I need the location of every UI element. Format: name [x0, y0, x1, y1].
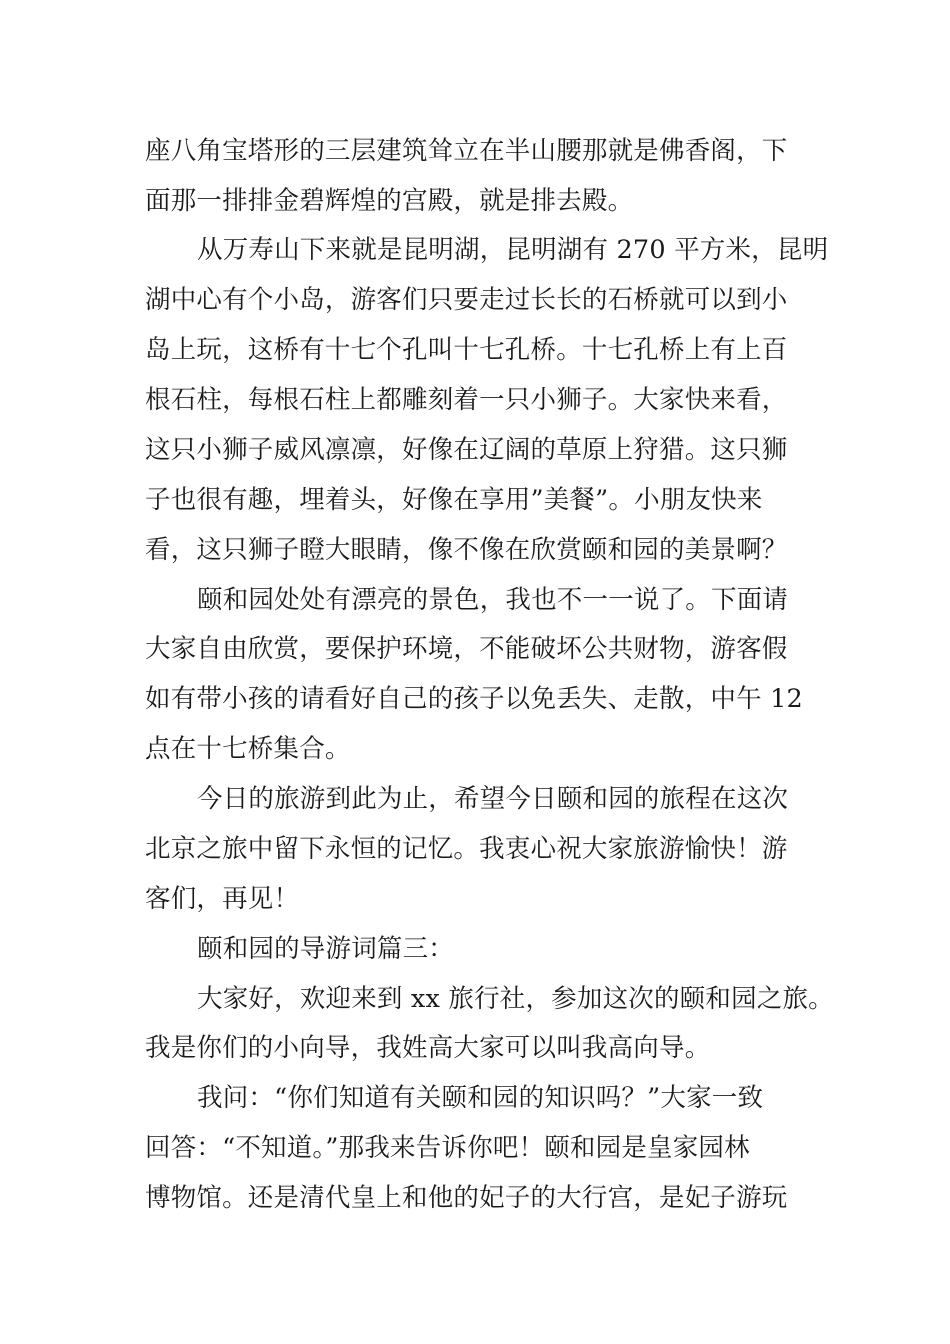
text-line: 点在十七桥集合。	[145, 734, 351, 764]
text-line: 岛上玩，这桥有十七个孔叫十七孔桥。十七孔桥上有上百	[145, 335, 788, 365]
text-line: 大家好，欢迎来到 xx 旅行社，参加这次的颐和园之旅。	[197, 984, 834, 1014]
text-line: 颐和园的导游词篇三：	[197, 934, 455, 964]
text-line: 这只小狮子威风凛凛，好像在辽阔的草原上狩猎。这只狮	[145, 435, 788, 465]
text-line: 今日的旅游到此为止，希望今日颐和园的旅程在这次	[197, 784, 789, 814]
text-line: 从万寿山下来就是昆明湖，昆明湖有 270 平方米，昆明	[197, 235, 829, 265]
text-line: 如有带小孩的请看好自己的孩子以免丢失、走散，中午 12	[145, 684, 803, 714]
text-line: 根石柱，每根石柱上都雕刻着一只小狮子。大家快来看，	[145, 385, 788, 415]
text-line: 大家自由欣赏，要保护环境，不能破坏公共财物，游客假	[145, 634, 788, 664]
text-line: 子也很有趣，埋着头，好像在享用”美餐”。小朋友快来	[145, 485, 763, 515]
text-line: 我问：“你们知道有关颐和园的知识吗？”大家一致	[197, 1083, 764, 1113]
text-line: 座八角宝塔形的三层建筑耸立在半山腰那就是佛香阁，下	[145, 136, 788, 166]
text-line: 北京之旅中留下永恒的记忆。我衷心祝大家旅游愉快！游	[145, 834, 788, 864]
text-line: 我是你们的小向导，我姓高大家可以叫我高向导。	[145, 1033, 711, 1063]
text-line: 颐和园处处有漂亮的景色，我也不一一说了。下面请	[197, 585, 789, 615]
text-line: 面那一排排金碧辉煌的宫殿，就是排去殿。	[145, 186, 634, 216]
text-line: 客们，再见！	[145, 884, 300, 914]
text-line: 湖中心有个小岛，游客们只要走过长长的石桥就可以到小	[145, 285, 788, 315]
text-line: 看，这只狮子瞪大眼睛，像不像在欣赏颐和园的美景啊？	[145, 535, 788, 565]
text-line: 博物馆。还是清代皇上和他的妃子的大行宫，是妃子游玩	[145, 1183, 788, 1213]
text-line: 回答：“不知道。”那我来告诉你吧！颐和园是皇家园林	[145, 1133, 750, 1163]
